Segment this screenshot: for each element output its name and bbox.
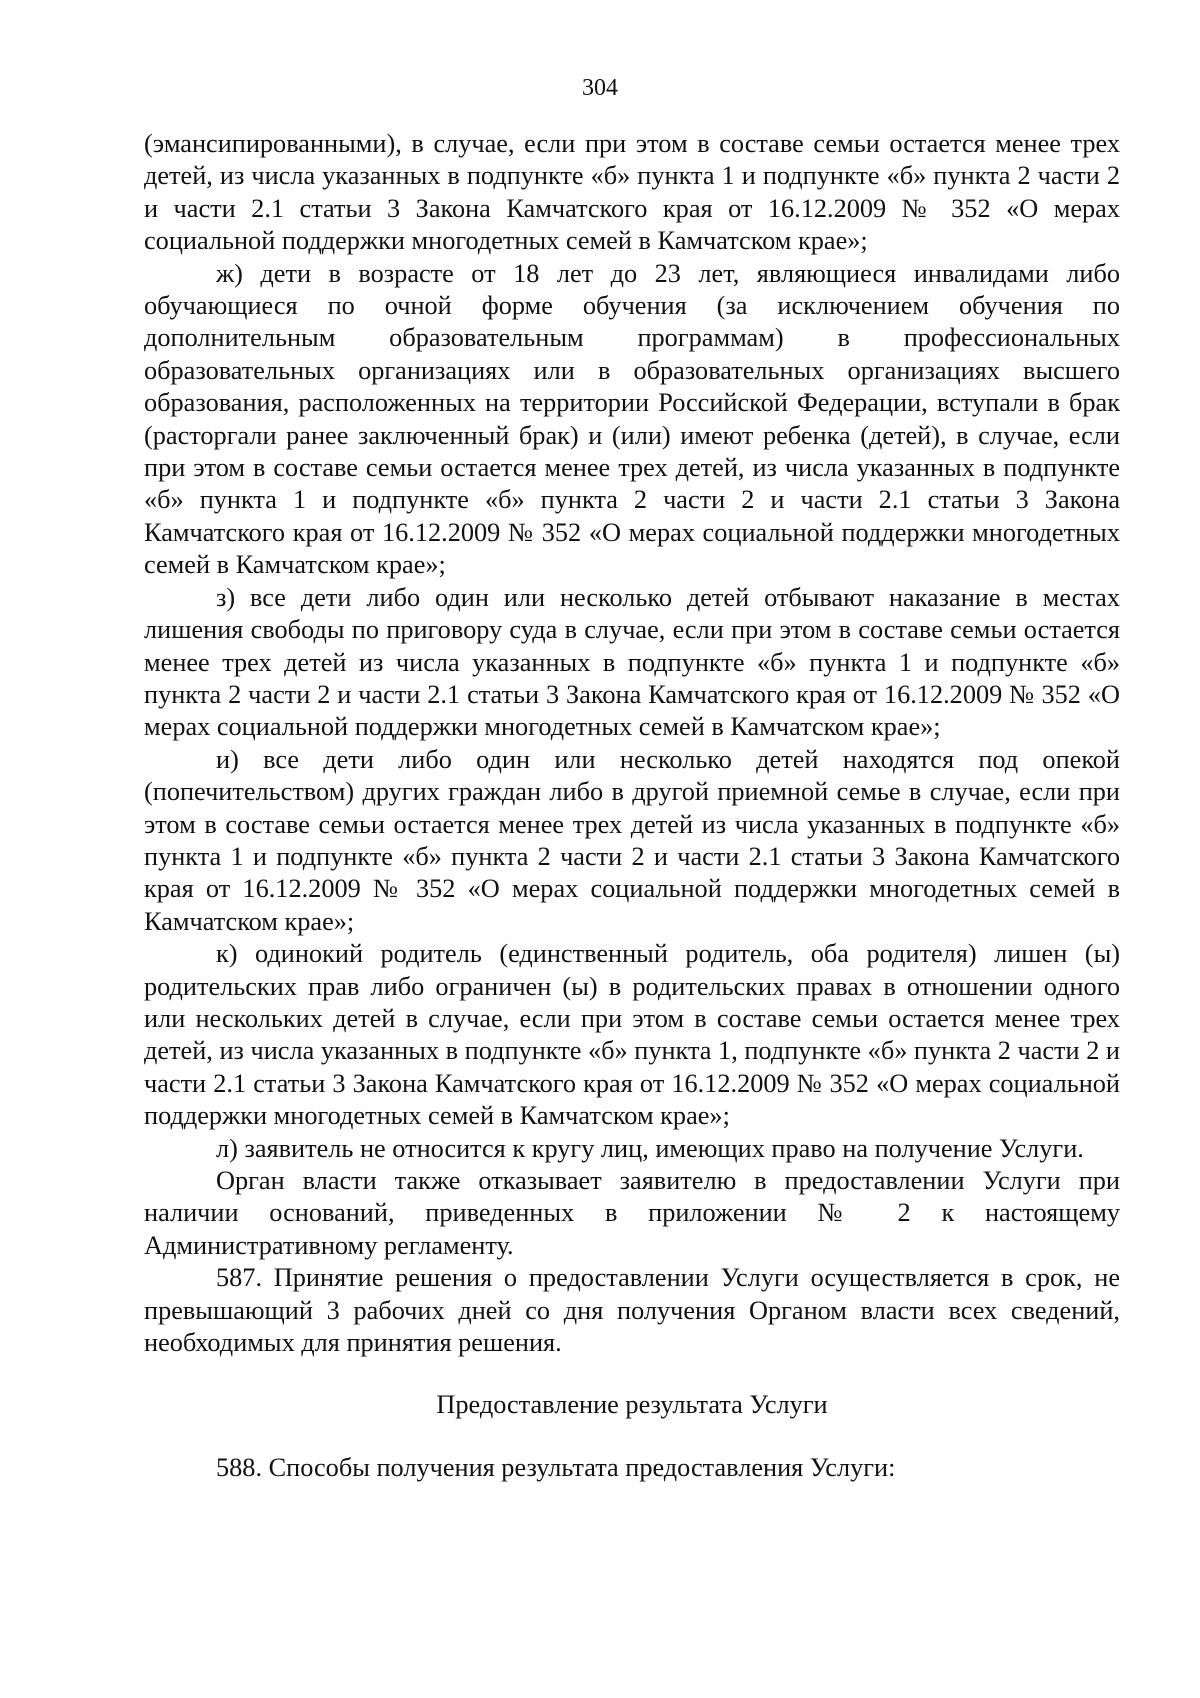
paragraph-item-l: л) заявитель не относится к кругу лиц, имеющих право на получение Услуги.: [216, 1133, 1084, 1163]
paragraph-item-z: з) все дети либо один или несколько детей отбывают наказание в местах лишения свободы по приговору суда в случае, если при этом в составе семьи остается менее трех детей из числа указанных в подпункте «б» пункта 1 и подпункте «б» пункта 2 части 2 и части 2.1 статьи 3 Закона Камчатского края от 16.12.2009 № 352 «О мерах социальной поддержки многодетных семей в Камчатском крае»;: [144, 582, 1120, 742]
paragraph-item-k: к) одинокий родитель (единственный родитель, оба родителя) лишен (ы) родительских прав либо ограничен (ы) в родительских правах в отношении одного или нескольких детей в случае, если при этом в составе семьи остается менее трех детей, из числа указанных в подпункте «б» пункта 1, подпункте «б» пункта 2 части 2 и части 2.1 статьи 3 Закона Камчатского края от 16.12.2009 № 352 «О мерах социальной поддержки многодетных семей в Камчатском крае»;: [144, 939, 1120, 1131]
document-body: [144, 128, 1120, 1484]
paragraph-588: 588. Способы получения результата предоставления Услуги:: [216, 1452, 896, 1482]
paragraph-item-zh: ж) дети в возрасте от 18 лет до 23 лет, являющиеся инвалидами либо обучающиеся по очной форме обучения (за исключением обучения по дополнительным образовательным программам) в профессиональных образовательных организациях или в образовательных организациях высшего образования, расположенных на территории Российской Федерации, вступали в брак (расторгали ранее заключенный брак) и (или) имеют ребенка (детей), в случае, если при этом в составе семьи остается менее трех детей, из числа указанных в подпункте «б» пункта 1 и подпункте «б» пункта 2 части 2 и части 2.1 статьи 3 Закона Камчатского края от 16.12.2009 № 352 «О мерах социальной поддержки многодетных семей в Камчатском крае»;: [144, 258, 1120, 580]
page-number: 304: [582, 75, 618, 101]
section-heading: Предоставление результата Услуги: [436, 1390, 828, 1420]
paragraph-continuation: (эмансипированными), в случае, если при этом в составе семьи остается менее трех детей, из числа указанных в подпункте «б» пункта 1 и подпункте «б» пункта 2 части 2 и части 2.1 статьи 3 Закона Камчатского края от 16.12.2009 № 352 «О мерах социальной поддержки многодетных семей в Камчатском крае»;: [144, 129, 1120, 256]
paragraph-refusal-grounds: Орган власти также отказывает заявителю в предоставлении Услуги при наличии оснований, приведенных в приложении № 2 к настоящему Административному регламенту.: [144, 1166, 1120, 1260]
paragraph-587: 587. Принятие решения о предоставлении Услуги осуществляется в срок, не превышающий 3 рабочих дней со дня получения Органом власти всех сведений, необходимых для принятия решения.: [144, 1263, 1120, 1358]
paragraph-item-i: и) все дети либо один или несколько детей находятся под опекой (попечительством) других граждан либо в другой приемной семье в случае, если при этом в составе семьи остается менее трех детей из числа указанных в подпункте «б» пункта 1 и подпункте «б» пункта 2 части 2 и части 2.1 статьи 3 Закона Камчатского края от 16.12.2009 № 352 «О мерах социальной поддержки многодетных семей в Камчатском крае»;: [144, 744, 1120, 936]
